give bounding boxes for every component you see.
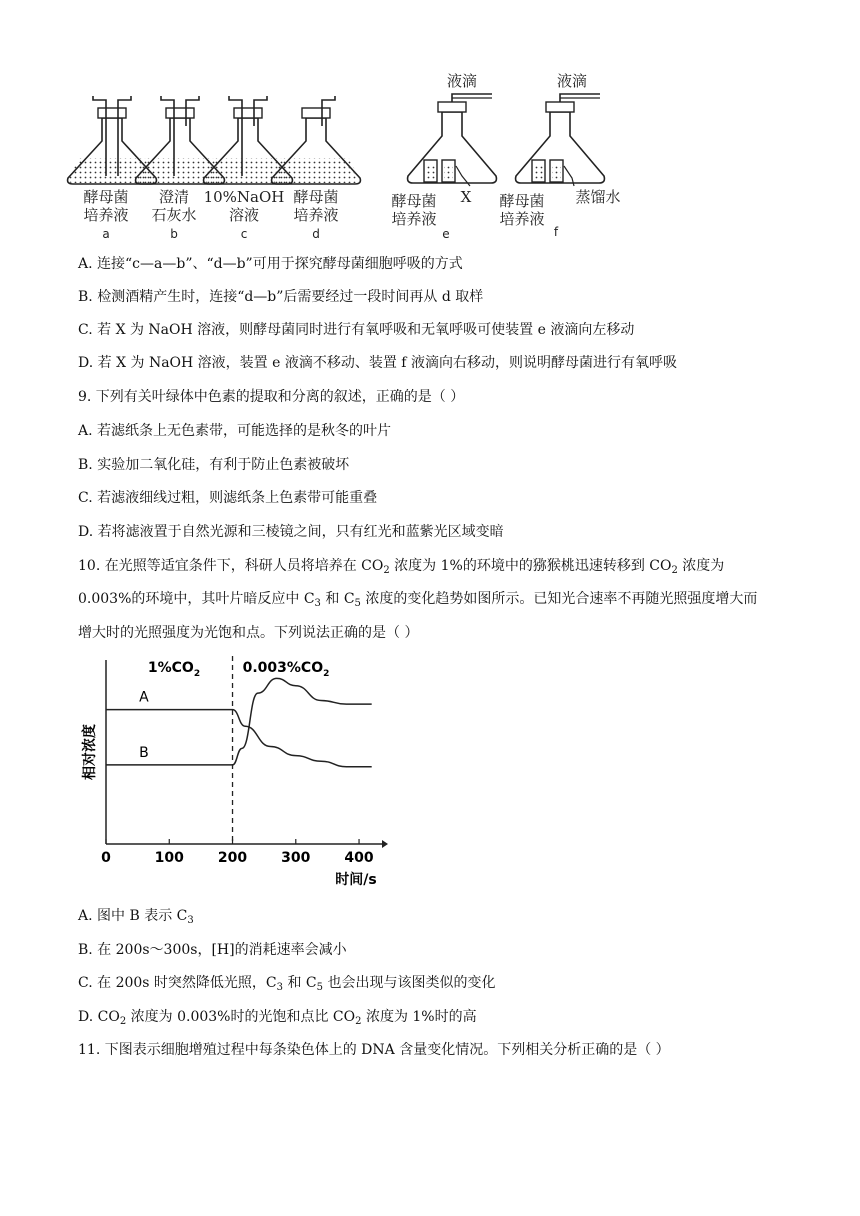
x-tick-label: 100 <box>154 850 184 866</box>
q10-option-c: C. 在 200s 时突然降低光照，$C_3$ 和 $C_5$ 也会出现与该图类似的变化 <box>78 975 496 993</box>
q10-stem-line-2: 0.003%的环境中，其叶片暗反应中 $C_3$ 和 $C_5$ 浓度的变化趋势如图所示。已知光合速率不再随光照强度增大而 <box>78 591 758 609</box>
flask-f-letter: f <box>553 225 559 239</box>
flask-d-label-2: 培养液 <box>293 206 339 224</box>
series-label-A: A <box>139 689 149 706</box>
x-tick-label: 300 <box>281 850 311 866</box>
y-axis-label: 相对浓度 <box>82 724 98 780</box>
flask-f-label-1: 酵母菌 <box>499 192 545 210</box>
flask-d-label-1: 酵母菌 <box>293 188 339 206</box>
concentration-chart <box>76 652 396 892</box>
flask-a-label-2: 培养液 <box>83 206 129 224</box>
flask-e-letter: e <box>442 227 450 241</box>
q9-stem: 9. 下列有关叶绿体中色素的提取和分离的叙述，正确的是（ ） <box>78 389 465 405</box>
phase-right-label: $0.003\%CO_2$ <box>242 660 330 679</box>
x-axis-label: 时间/s <box>335 872 377 888</box>
flask-e-top-label: 液滴 <box>446 72 478 90</box>
flask-e-label-2: 培养液 <box>391 210 437 228</box>
q9-option-c: C. 若滤液细线过粗，则滤纸条上色素带可能重叠 <box>78 490 378 506</box>
q10-option-d: D. $CO_2$ 浓度为 0.003%时的光饱和点比 $CO_2$ 浓度为 1%时的高 <box>78 1009 477 1027</box>
apparatus-figure <box>0 0 860 250</box>
q8-option-d: D. 若 X 为 NaOH 溶液，装置 e 液滴不移动、装置 f 液滴向右移动，则说明酵母菌进行有氧呼吸 <box>78 355 677 371</box>
flask-a-letter: a <box>102 227 110 241</box>
flask-d <box>272 96 361 184</box>
q10-option-a: A. 图中 B 表示 $C_3$ <box>78 908 194 926</box>
x-tick-label: 200 <box>217 850 248 866</box>
flask-c-label-1: 10%NaOH <box>203 188 285 206</box>
flask-b-label-2: 石灰水 <box>151 206 197 224</box>
q10-stem-line-1: 10. 在光照等适宜条件下，科研人员将培养在 $CO_2$ 浓度为 1%的环境中的猕猴桃迅速转移到 $CO_2$ 浓度为 <box>78 558 725 576</box>
flask-f-label-2: 培养液 <box>499 210 545 228</box>
q10-stem-line-3: 增大时的光照强度为光饱和点。下列说法正确的是（ ） <box>78 625 419 641</box>
flask-e-side-label: X <box>460 188 472 206</box>
flask-f <box>516 94 605 186</box>
flask-a-label-1: 酵母菌 <box>83 188 129 206</box>
x-tick-label: 0 <box>101 850 111 866</box>
q11-stem: 11. 下图表示细胞增殖过程中每条染色体上的 DNA 含量变化情况。下列相关分析正确的是（ ） <box>78 1042 670 1058</box>
flask-d-letter: d <box>312 227 320 241</box>
series-label-B: B <box>139 744 149 761</box>
flask-e <box>408 94 497 186</box>
q9-option-d: D. 若将滤液置于自然光源和三棱镜之间，只有红光和蓝紫光区域变暗 <box>78 524 504 540</box>
flask-f-top-label: 液滴 <box>556 72 588 90</box>
phase-left-label: $1\%CO_2$ <box>147 660 201 679</box>
flask-c-letter: c <box>240 227 248 241</box>
q9-option-a: A. 若滤纸条上无色素带，可能选择的是秋冬的叶片 <box>78 423 392 439</box>
q8-option-b: B. 检测酒精产生时，连接“d—b”后需要经过一段时间再从 d 取样 <box>78 289 484 305</box>
flask-e-label-1: 酵母菌 <box>391 192 437 210</box>
q9-option-b: B. 实验加二氧化硅，有利于防止色素被破坏 <box>78 457 350 473</box>
flask-c-label-2: 溶液 <box>228 206 260 224</box>
flask-f-side-label: 蒸馏水 <box>575 188 621 206</box>
x-axis-arrow <box>382 840 388 848</box>
flask-b-letter: b <box>170 227 178 241</box>
q8-option-c: C. 若 X 为 NaOH 溶液，则酵母菌同时进行有氧呼吸和无氧呼吸可使装置 e 液滴向左移动 <box>78 322 635 338</box>
q10-option-b: B. 在 200s～300s，[H]的消耗速率会减小 <box>78 942 347 958</box>
q8-option-a: A. 连接“c—a—b”、“d—b”可用于探究酵母菌细胞呼吸的方式 <box>78 256 463 272</box>
flask-b-label-1: 澄清 <box>158 188 190 206</box>
x-tick-label: 400 <box>344 850 374 866</box>
